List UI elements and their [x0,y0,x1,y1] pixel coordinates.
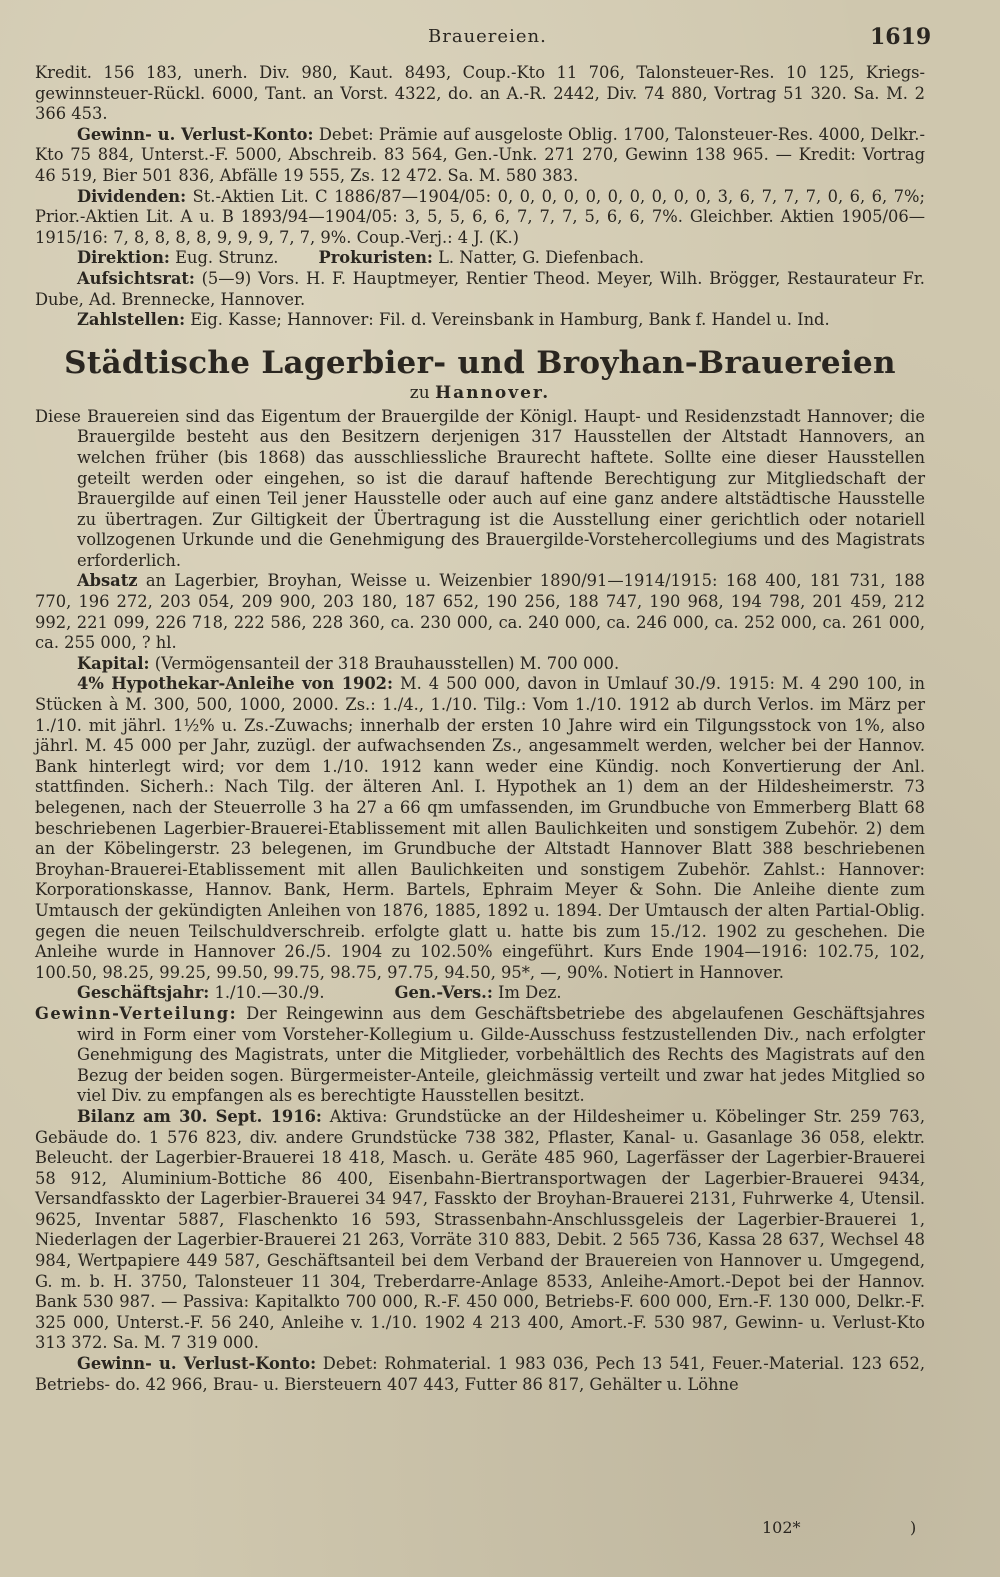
zahlstellen-text: Eig. Kasse; Hannover: Fil. d. Vereinsbank in Hamburg, Bank f. Handel u. Ind. [185,310,830,330]
zahlstellen-label: Zahlstellen: [77,310,186,330]
guv-label: Gewinn- u. Verlust-Konto: [77,124,314,144]
bilanz-label: Bilanz am 30. Sept. 1916: [77,1106,322,1126]
gewinnverteilung-label: Gewinn-Verteilung: [35,1003,238,1023]
anleihe-label: 4% Hypothekar-Anleihe von 1902: [77,674,394,694]
prev-entry-kredit: Kredit. 156 183, unerh. Div. 980, Kaut. 8493, Coup.-Kto 11 706, Talonsteuer-Res. 10 125, Kriegs-gewinnsteuer-Rückl. 6000, Tant. an Vorst. 4322, do. an A.-R. 2442, Div. 74 880, Vortrag 51 320. Sa. M. 2 366 453. [35,63,925,124]
absatz-label: Absatz [77,571,138,591]
entry-absatz [35,571,925,653]
prokuristen-label: Prokuristen: [318,248,433,268]
gewinnverteilung-text: Der Reingewinn aus dem Geschäftsbetriebe des abgelaufenen Geschäftsjahres wird in Form einer vom Vorsteher-Kollegium u. Gilde-Ausschuss festzustellenden Div., nach erfolgter Genehmigung des Magistrats, unter die Mitglieder, vorbehältlich des Rechts des Magistrats auf den Bezug der beiden sogen. Bürgermeister-Anteile, gleichmässig verteilt und zwar hat jedes Mitglied so viel Div. zu empfangen als es berechtigte Hausstellen besitzt. [77,1003,925,1106]
gj-text: 1./10.—30./9. [209,983,325,1003]
guv2-text: Debet: Rohmaterial. 1 983 036, Pech 13 541, Feuer.-Material. 123 652, Betriebs- do. 42 966, Brau- u. Biersteuern 407 443, Futter 86 817, Gehälter u. Löhne [35,1354,925,1394]
running-head: Brauereien. [428,26,547,47]
prev-entry-direktion [35,248,925,269]
page-number: 1619 [870,24,932,50]
entry-intro: Diese Brauereien sind das Eigentum der Brauergilde der Königl. Haupt- und Residenzstadt Hannover; die Brauergilde besteht aus den Besitzern derjenigen 317 Hausstellen der Altstadt Hannovers, an welchen früher (bis 1868) das ausschliessliche Braurecht haftete. Sollte eine dieser Hausstellen geteilt werden oder eingehen, so ist die darauf haftende Berechtigung zur Mitgliedschaft der Brauergilde auf einen Teil jener Hausstelle oder auch auf eine ganz andere altstädtische Hausstelle zu übertragen. Zur Giltigkeit der Übertragung ist die Ausstellung einer gerichtlich oder notariell vollzogenen Urkunde und die Genehmigung des Brauergilde-Vorstehercollegiums und des Magistrats erforderlich. [35,406,925,570]
prev-entry-dividenden [35,187,925,249]
entry-kapital [35,654,925,675]
guv-text: Debet: Prämie auf ausgeloste Oblig. 1700, Talonsteuer-Res. 4000, Delkr.-Kto 75 884, Unterst.-F. 5000, Abschreib. 83 564, Gen.-Unk. 271 270, Gewinn 138 965. — Kredit: Vortrag 46 519, Bier 501 836, Abfälle 19 555, Zs. 12 472. Sa. M. 580 383. [35,124,925,185]
footer-mark: ) [910,1518,917,1537]
page-header [0,22,1000,52]
aufsichtsrat-label: Aufsichtsrat: [77,268,195,288]
absatz-text: an Lagerbier, Broyhan, Weisse u. Weizenbier 1890/91—1914/1915: 168 400, 181 731, 188 770, 196 272, 203 054, 209 900, 203 180, 187 652, 190 256, 188 747, 190 968, 194 798, 201 459, 212 992, 221 099, 226 718, 222 586, 228 360, ca. 230 000, ca. 240 000, ca. 246 000, ca. 252 000, ca. 261 000, ca. 255 000, ? hl. [35,571,925,653]
signature-mark: 102* [762,1518,801,1537]
kapital-label: Kapital: [77,653,150,673]
anleihe-text: M. 4 500 000, davon in Umlauf 30./9. 1915: M. 4 290 100, in Stücken à M. 300, 500, 1000, 2000. Zs.: 1./4., 1./10. Tilg.: Vom 1./10. 1912 ab durch Verlos. im März per 1./10. mit jährl. 1½% u. Zs.-Zuwachs; innerhalb der ersten 10 Jahre wird ein Tilgungsstock von 1%, also jährl. M. 45 000 per Jahr, zuzügl. der aufwachsenden Zs., angesammelt werden, welcher bei der Hannov. Bank hinterlegt wird; vor dem 1./10. 1912 kann weder eine Kündig. noch Konvertierung der Anl. stattfinden. Sicherh.: Nach Tilg. der älteren Anl. I. Hypothek an 1) dem an der Hildesheimerstr. 73 belegenen, nach der Steuerrolle 3 ha 27 a 66 qm umfassenden, im Grundbuche von Emmerberg Blatt 68 beschriebenen Lagerbier-Brauerei-Etablissement mit allen Baulichkeiten und sonstigem Zubehör. 2) dem an der Köbelingerstr. 23 belegenen, im Grundbuche der Altstadt Hannover Blatt 388 beschriebenen Broyhan-Brauerei-Etablissement mit allen Baulichkeiten und sonstigem Zubehör. Zahlst.: Hannover: Korporationskasse, Hannov. Bank, Herm. Bartels, Ephraim Meyer & Sohn. Die Anleihe diente zum Umtausch der gekündigten Anleihen von 1876, 1885, 1892 u. 1894. Der Umtausch der alten Partial-Oblig. gegen die neuen Teilschuldverschreib. erfolgte glatt u. hatte bis zum 15./12. 1902 zu geschehen. Die Anleihe wurde in Hannover 26./5. 1904 zu 102.50% eingeführt. Kurs Ende 1904—1916: 102.75, 102, 100.50, 98.25, 99.25, 99.50, 99.75, 98.75, 97.75, 94.50, 95*, —, 90%. Notiert in Hannover. [35,674,925,982]
entry-guv2 [35,1354,925,1395]
bilanz-text: Aktiva: Grundstücke an der Hildesheimer u. Köbelinger Str. 259 763, Gebäude do. 1 576 823, div. andere Grundstücke 738 382, Pflaster, Kanal- u. Gasanlage 36 058, elektr. Beleucht. der Lagerbier-Brauerei 18 418, Masch. u. Geräte 485 960, Lagerfässer der Lagerbier-Brauerei 58 912, Aluminium-Bottiche 86 400, Eisenbahn-Biertransportwagen der Lagerbier-Brauerei 9434, Versandfasskto der Lagerbier-Brauerei 34 947, Fasskto der Broyhan-Brauerei 2131, Fuhrwerke 4, Utensil. 9625, Inventar 5887, Flaschenkto 16 593, Strassenbahn-Anschlussgeleis der Lagerbier-Brauerei 1, Niederlagen der Lagerbier-Brauerei 21 263, Vorräte 310 883, Debit. 2 565 736, Kassa 28 637, Wechsel 48 984, Wertpapiere 449 587, Geschäftsanteil bei dem Verband der Brauereien von Hannover u. Umgegend, G. m. b. H. 3750, Talonsteuer 11 304, Treberdarre-Anlage 8533, Anleihe-Amort.-Depot bei der Hannov. Bank 530 987. — Passiva: Kapitalkto 700 000, R.-F. 450 000, Betriebs-F. 600 000, Ern.-F. 130 000, Delkr.-F. 325 000, Unterst.-F. 56 240, Anleihe v. 1./10. 1902 4 213 400, Amort.-F. 530 987, Gewinn- u. Verlust-Kto 313 372. Sa. M. 7 319 000. [35,1106,925,1353]
gv-label: Gen.-Vers.: [394,983,493,1003]
subtitle-city: Hannover. [435,382,551,403]
prokuristen-text: L. Natter, G. Diefenbach. [432,248,645,268]
entry-subtitle [35,383,925,403]
gv-text: Im Dez. [492,983,562,1003]
entry-bilanz [35,1107,925,1354]
dividenden-text: St.-Aktien Lit. C 1886/87—1904/05: 0, 0, 0, 0, 0, 0, 0, 0, 0, 0, 3, 6, 7, 7, 7, 0, 6, 6, 7%; Prior.-Aktien Lit. A u. B 1893/94—1904/05: 3, 5, 5, 6, 6, 7, 7, 7, 5, 6, 6, 7%. Gleichber. Aktien 1905/06—1915/16: 7, 8, 8, 8, 8, 9, 9, 9, 7, 7, 9%. Coup.-Verj.: 4 J. (K.) [35,186,925,247]
aufsichtsrat-text: (5—9) Vors. H. F. Hauptmeyer, Rentier Theod. Meyer, Wilh. Brögger, Restaurateur Fr. Dube, Ad. Brennecke, Hannover. [35,268,925,309]
direktion-text: Eug. Strunz. [169,248,279,268]
entry-anleihe [35,674,925,983]
prev-entry-aufsichtsrat [35,269,925,310]
entry-title: Städtische Lagerbier- und Broyhan-Brauereien [64,344,896,381]
subtitle-prefix: zu [409,382,436,403]
prev-entry-guv [35,125,925,187]
direktion-label: Direktion: [77,248,170,268]
entry-gewinnverteilung [35,1004,925,1107]
dividenden-label: Dividenden: [77,186,187,206]
prev-entry-zahlstellen [35,310,925,331]
entry-geschaeftsjahr [35,983,925,1004]
gj-label: Geschäftsjahr: [77,983,210,1003]
kapital-text: (Vermögensanteil der 318 Brauhausstellen) M. 700 000. [149,653,620,673]
page-body [35,63,925,1395]
guv2-label: Gewinn- u. Verlust-Konto: [77,1354,317,1374]
